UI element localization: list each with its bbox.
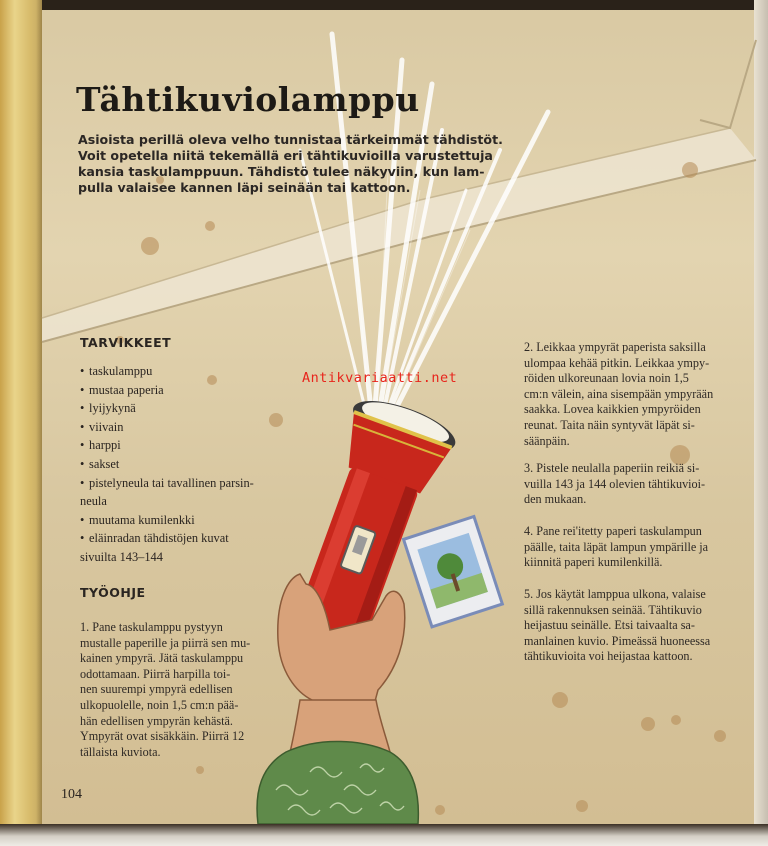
- step-5: 5. Jos käytät lamppua ulkona, valaise sillä rakennuksen seinää. Tähtikuvio heijastuu seinälle. Etsi taivaalta sa- manlainen kuvio. Pimeässä huoneessa tähtikuvioita voi heijastaa kattoon.: [524, 587, 711, 664]
- list-item: • viivain: [80, 419, 124, 434]
- supplies-list: [80, 362, 290, 567]
- list-item: • eläinradan tähdistöjen kuvat sivuilta 143–144: [80, 531, 229, 564]
- intro-line: pulla valaisee kannen läpi seinään tai kattoon.: [78, 180, 411, 195]
- list-item: • pistelyneula tai tavallinen parsin- neula: [80, 475, 254, 509]
- step-4: 4. Pane rei'itetty paperi taskulampun päälle, taita läpät lampun ympärille ja kiinnitä paperi kumilenkillä.: [524, 524, 709, 570]
- sleeve: [257, 741, 418, 824]
- list-item: • harppi: [80, 438, 121, 453]
- intro-paragraph: [78, 132, 518, 196]
- bottom-edge: [0, 824, 768, 846]
- supplies-heading: TARVIKKEET: [80, 335, 172, 350]
- page-title: Tähtikuviolamppu: [76, 80, 420, 119]
- intro-line: Asioista perillä oleva velho tunnistaa tärkeimmät tähdistöt.: [78, 132, 503, 147]
- step-1: 1. Pane taskulamppu pystyyn mustalle paperille ja piirrä sen mu- kainen ympyrä. Jätä taskulamppu odottamaan. Piirrä harpilla toi- nen suurempi ympyrä edellisen ulkopuolelle, noin 1,5 cm:n pää- hän edellisen ympyrän kehästä. Ympyrät ovat sisäkkäin. Piirrä 12 tällaista kuviota.: [80, 620, 251, 759]
- list-item: • mustaa paperia: [80, 382, 164, 397]
- list-item: • muutama kumilenkki: [80, 512, 195, 527]
- intro-line: kansia taskulamppuun. Tähdistö tulee näkyviin, kun lam-: [78, 164, 485, 179]
- list-item: • sakset: [80, 456, 120, 471]
- instructions-heading: TYÖOHJE: [80, 585, 146, 600]
- list-item: • taskulamppu: [80, 364, 153, 378]
- watermark: Antikvariaatti.net: [302, 370, 458, 386]
- list-item: • lyijykynä: [80, 401, 136, 416]
- page-number: 104: [61, 787, 82, 802]
- intro-line: Voit opetella niitä tekemällä eri tähtikuvioilla varustettuja: [78, 148, 493, 163]
- step-2: 2. Leikkaa ympyrät paperista saksilla ulompaa kehää pitkin. Leikkaa ympy- röiden ulkoreunaan lovia noin 1,5 cm:n välein, aina sisempään ympyrään saakka. Lovea kaikkien ympyröiden reunat. Taita näin syntyvät läpät si- säänpäin.: [524, 340, 714, 448]
- constellation-card: [404, 517, 503, 627]
- step-3: 3. Pistele neulalla paperiin reikiä si- vuilla 143 ja 144 olevien tähtikuvioi- den mukaan.: [524, 461, 706, 507]
